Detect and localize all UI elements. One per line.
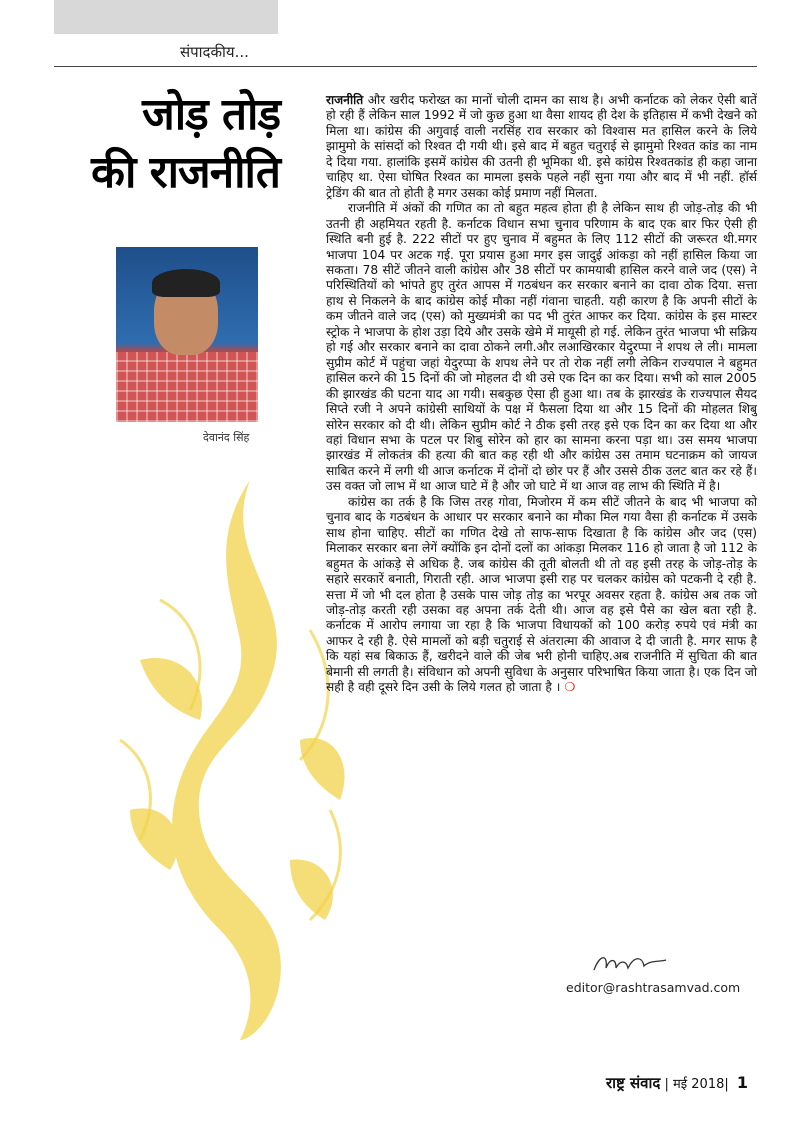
- contact-email: editor@rashtrasamvad.com: [566, 980, 741, 995]
- header-divider: [54, 66, 757, 67]
- headline-line-2: की राजनीति: [91, 147, 280, 198]
- publication-name: राष्ट्र संवाद: [606, 1074, 661, 1092]
- issue-date: | मई 2018|: [664, 1077, 729, 1092]
- article-paragraph: [326, 495, 757, 696]
- page-footer: [606, 1073, 748, 1093]
- author-shirt: [116, 352, 258, 422]
- signature: [590, 950, 670, 976]
- author-hair: [152, 269, 220, 297]
- floral-decoration: [100, 480, 360, 1040]
- end-mark-icon: ❍: [564, 680, 576, 695]
- page-number: 1: [736, 1073, 749, 1092]
- paragraph-1-text: और खरीद फरोख्त का मानों चोली दामन का साथ है। अभी कर्नाटक को लेकर ऐसी बातें हो रही हैं लेकिन साल 1992 में जो कुछ हुआ था वैसा शायद ही देश के इतिहास में कभी देखने को मिला था। कांग्रेस की अगुवाई वाली नरसिंह राव सरकार को विश्वास मत हासिल करने के लिये झामुमो के सांसदों को रिश्वत दी गयी थी। इसे बाद में बहुत चतुराई से झामुमो रिश्वत कांड का नाम दे दिया गया. हालांकि इसमें कांग्रेस की उतनी ही भूमिका थी. इसे कांग्रेस रिश्वतकांड ही कहा जाना चाहिए था. ऐसा घोषित रिश्वत का मामला इसके पहले नहीं सुना गया और बाद में भी नहीं. हॉर्स ट्रेडिंग की बात तो होती है मगर उसका कोई प्रमाण नहीं मिलता.: [326, 93, 757, 200]
- headline-line-1: जोड़ तोड़: [142, 89, 280, 140]
- lead-word: राजनीति: [326, 93, 364, 107]
- headline: [40, 86, 280, 202]
- section-label: संपादकीय...: [180, 43, 249, 61]
- author-photo: [116, 247, 258, 422]
- article-paragraph: राजनीति में अंकों की गणित का तो बहुत महत्व होता ही है लेकिन साथ ही जोड़-तोड़ की भी उतनी ही अहमियत रहती है. कर्नाटक विधान सभा चुनाव परिणाम के बाद एक बार फिर ऐसी ही स्थिति बनी हुई है. 222 सीटों पर हुए चुनाव में बहुमत के लिए 112 सीटों की जरूरत थी.मगर भाजपा 104 पर अटक गई. पूरा प्रयास हुआ मगर इस जादुई आंकड़ा को नहीं हासिल किया जा सकता। 78 सीटें जीतने वाली कांग्रेस और 38 सीटों पर कामयाबी हासिल करने वाले जद (एस) ने परिस्थितियों को भांपते हुए तुरंत आपस में गठबंधन कर सरकार बनाने का दावा ठोक दिया. सत्ता हाथ से निकलने के बाद कांग्रेस कोई मौका नहीं गंवाना चाहती. यही कारण है कि अपनी सीटों के कम जीतने वाले जद (एस) को मुख्यमंत्री का पद भी तुरंत आफर कर दिया. कांग्रेस के इस मास्टर स्ट्रोक ने भाजपा के होश उड़ा दिये और उसके खेमे में मायूसी हो गई. लेकिन तुरंत भाजपा भी सक्रिय हो गई और सरकार बनाने का दावा ठोकने लगी.और लआखिरकार येदुरप्पा ने शपथ ले ली। मामला सुप्रीम कोर्ट में पहुंचा जहां येदुरप्पा के शपथ लेने पर तो रोक नहीं लगी लेकिन राज्यपाल ने बहुमत हासिल करने की 15 दिनों की जो मोहलत दी थी उसे एक दिन का कर दिया। सभी को साल 2005 की झारखंड की घटना याद आ गयी। सबकुछ ऐसा ही हुआ था। तब के झारखंड के राज्यपाल सैयद सिप्ते रजी ने अपने कांग्रेसी साथियों के पक्ष में फैसला दिया था और 15 दिनों की मोहलत शिबु सोरेन सरकार को दी थी। लेकिन सुप्रीम कोर्ट ने ठीक इसी तरह इसे एक दिन का कर दिया था और वहां विधान सभा के पटल पर शिबु सोरेन को हार का सामना करना पड़ा था। उस समय भाजपा झारखंड में लोकतंत्र की हत्या की बात कह रही थी और कांग्रेस उस तमाम घटनाक्रम को जायज साबित करने में लगी थी आज कर्नाटक में दोनों दो छोर पर हैं और उससे ठीक उलट बात कर रहे हैं। उस वक्त जो लाभ में था आज घाटे में है और जो घाटे में था आज वह लाभ की स्थिति में है।: [326, 201, 757, 494]
- paragraph-3-text: कांग्रेस का तर्क है कि जिस तरह गोवा, मिजोरम में कम सीटें जीतने के बाद भी भाजपा को चुनाव बाद के गठबंधन के आधार पर सरकार बनाने का मौका मिल गया वैसा ही कर्नाटक में उसके साथ होना चाहिए. सीटों का गणित देखे तो साफ-साफ दिखाता है कि कांग्रेस और जद (एस) मिलाकर सरकार बना लेगें क्योंकि इन दोनों दलों का आंकड़ा मिलकर 116 हो जाता है जो 112 के बहुमत के आंकड़े से अधिक है. जब कांग्रेस की तूती बोलती थी तो वह इसी तरह के जोड़-तोड़ के सहारे सरकारें बनाती, गिराती रही. आज भाजपा इसी राह पर चलकर कांग्रेस को पटकनी दे रही है. सत्ता में जो भी दल होता है उसके पास जोड़ तोड़ का भरपूर अवसर रहता है. कांग्रेस अब तक जो जोड़-तोड़ करती रही उसका वह अपना तर्क देती थी। आज वह इसे पैसे का खेल बता रही है. कर्नाटक में आरोप लगाया जा रहा है कि भाजपा विधायकों को 100 करोड़ रुपये एवं मंत्री का आफर दे रही है. ऐसे मामलों को बड़ी चतुराई से अंतरात्मा की आवाज दे दी जाती है. मगर साफ है कि यहां सब बिकाऊ हैं, खरीदने वाले की जेब भरी होनी चाहिए.अब राजनीति में सुचिता की बात बेमानी सी लगती है। संविधान को अपनी सुविधा के अनुसार परिभाषित किया जाता है। एक दिन जो सही है वही दूसरे दिन उसी के लिये गलत हो जाता है ।: [326, 494, 757, 695]
- header-bar: [54, 0, 278, 34]
- article-body: [326, 93, 757, 696]
- article-paragraph: [326, 93, 757, 201]
- author-caption: देवानंद सिंह: [203, 431, 250, 444]
